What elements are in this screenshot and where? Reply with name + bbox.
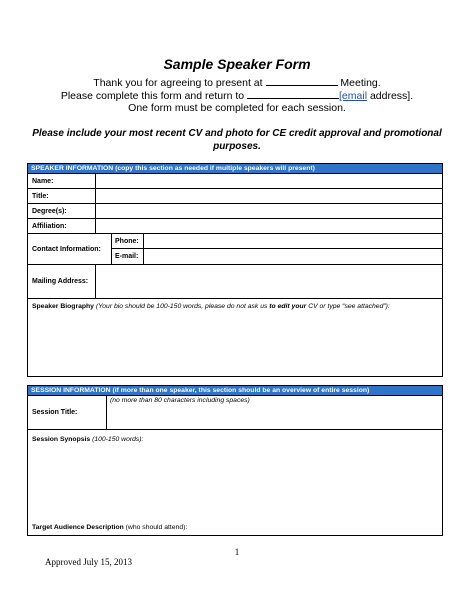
intro-line-3: One form must be completed for each session. <box>128 102 346 114</box>
degree-label: Degree(s): <box>32 207 67 215</box>
audience-note: (who should attend): <box>125 524 188 531</box>
cv-photo-note: Please include your most recent CV and photo for CE credit approval and promotional purposes. <box>32 128 442 152</box>
session-title-label: Session Title: <box>32 409 78 416</box>
synopsis-row[interactable] <box>28 430 442 535</box>
degree-field[interactable] <box>95 204 442 218</box>
email-row <box>112 249 442 264</box>
synopsis-label-wrap <box>28 430 442 447</box>
name-field[interactable] <box>95 174 442 188</box>
intro-line-2-text: Please complete this form and return to <box>60 90 245 102</box>
speaker-section-header: SPEAKER INFORMATION (copy this section as needed if multiple speakers will present) <box>28 164 442 174</box>
title-field[interactable] <box>95 189 442 203</box>
intro-line-2 <box>0 89 474 102</box>
mailing-field[interactable] <box>95 265 442 298</box>
email-link[interactable]: [email <box>339 90 368 102</box>
session-title-row <box>28 396 442 430</box>
bio-note: (Your bio should be 100-150 words, please do not ask us <box>95 303 268 310</box>
synopsis-note: (100-150 words): <box>92 436 144 443</box>
intro-line-1-end: Meeting. <box>340 77 381 89</box>
bio-row[interactable] <box>28 299 442 376</box>
synopsis-field[interactable] <box>28 430 442 535</box>
contact-label: Contact Information: <box>32 245 101 253</box>
session-title-field[interactable] <box>106 396 442 429</box>
speaker-info-section <box>27 163 443 377</box>
synopsis-label: Session Synopsis <box>32 436 91 443</box>
mailing-label: Mailing Address: <box>32 278 89 285</box>
session-section-header: SESSION INFORMATION (if more than one speaker, this section should be an overview of entire session) <box>28 386 442 396</box>
bio-note-end: CV or type “see attached”): <box>308 303 390 310</box>
session-title-hint: (no more than 80 characters including spaces) <box>110 397 250 404</box>
phone-label: Phone: <box>112 234 144 248</box>
contact-fields <box>111 234 442 264</box>
mailing-row <box>28 265 442 299</box>
contact-row <box>28 234 442 265</box>
email-label: E-mail: <box>112 249 144 264</box>
intro-line-1 <box>0 76 474 89</box>
bio-label: Speaker Biography <box>32 303 94 310</box>
session-info-section <box>27 385 443 536</box>
bio-field[interactable] <box>28 299 394 376</box>
form-title: Sample Speaker Form <box>163 56 311 72</box>
audience-label: Target Audience Description <box>32 524 124 531</box>
intro-line-2-end: address]. <box>369 90 414 102</box>
phone-field[interactable] <box>144 234 442 248</box>
title-label: Title: <box>32 192 49 200</box>
degree-row <box>28 204 442 219</box>
email-field[interactable] <box>144 249 442 264</box>
name-label: Name: <box>32 177 54 185</box>
name-row <box>28 174 442 189</box>
return-contact-blank[interactable] <box>247 89 339 99</box>
affiliation-label: Affiliation: <box>32 222 67 230</box>
title-row <box>28 189 442 204</box>
page-number: 1 <box>234 547 240 557</box>
affiliation-row <box>28 219 442 234</box>
meeting-name-blank[interactable] <box>266 76 338 86</box>
intro-line-1-text: Thank you for agreeing to present at <box>93 77 263 89</box>
bio-note-emphasis: to edit your <box>269 303 307 310</box>
phone-row <box>112 234 442 249</box>
affiliation-field[interactable] <box>95 219 442 233</box>
audience-label-wrap <box>28 520 442 535</box>
approved-date: Approved July 15, 2013 <box>45 557 132 567</box>
